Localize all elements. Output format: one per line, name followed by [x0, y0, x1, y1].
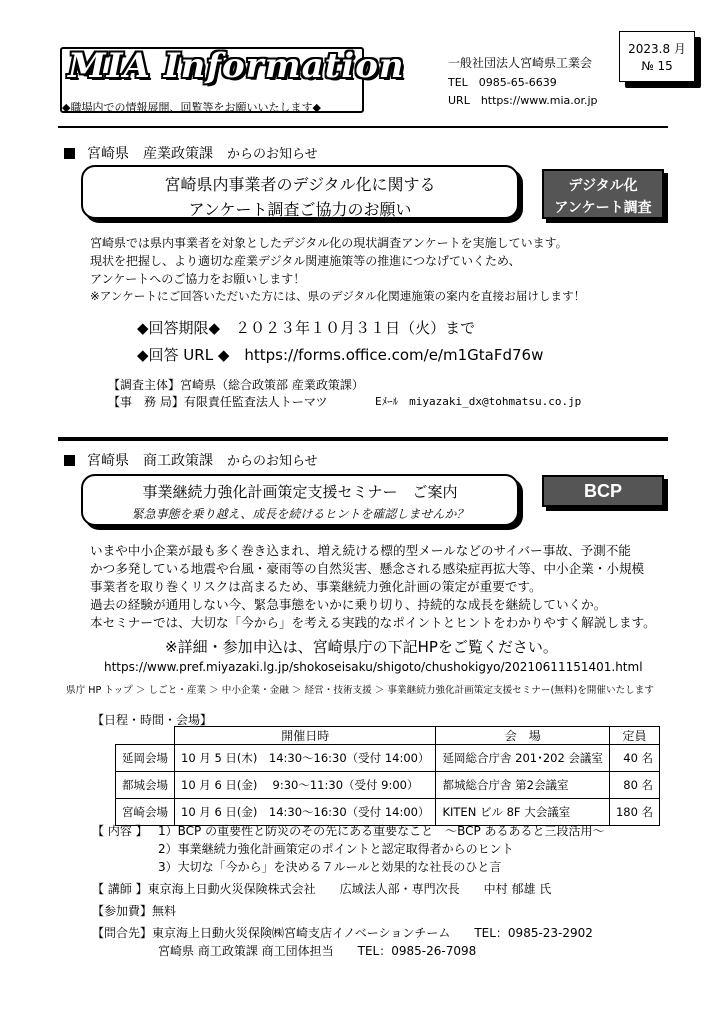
section1-body-line: 現状を把握し、より適切な産業デジタル関連施策等の推進につなげていくため、	[90, 254, 521, 268]
section2-body-line: 過去の経験が通用しない今、緊急事態をいかに乗り切り、持続的な成長を継続していくか。	[90, 597, 607, 612]
content-item: 2）事業継続力強化計画策定のポイントと認定取得者からのヒント	[158, 842, 514, 856]
detail-note: ※詳細・参加申込は、宮崎県庁の下記HPをご覧ください。	[165, 638, 558, 656]
section2-body-line: 事業者を取り巻くリスクは高まるため、事業継続力強化計画の策定が重要です。	[90, 579, 542, 594]
section2-from: からのお知らせ	[227, 454, 318, 469]
header-rule	[58, 126, 668, 128]
venue-datetime: 10 月 5 日(木) 14:30〜16:30（受付 14:00）	[175, 745, 436, 772]
venue-place: KITEN ビル 8F 大会議室	[436, 799, 609, 826]
website-breadcrumb: 県庁 HP トップ ＞ しごと・産業 ＞ 中小企業・金融 ＞ 経営・技術支援 ＞ 事業継続力強化計画策定支援セミナー(無料)を開催いたします	[66, 685, 654, 696]
organization-name: 一般社団法人宮崎県工業会	[448, 56, 593, 70]
section2-body-line: いまや中小企業が最も多く巻き込まれ、増え続ける標的型メールなどのサイバー事故、予測不能	[90, 543, 631, 558]
table-row	[116, 745, 660, 772]
section1-title-line2: アンケート調査ご協力のお願い	[188, 200, 412, 219]
section1-dept: 宮崎県 産業政策課	[87, 146, 213, 162]
digital-survey-tag	[542, 169, 664, 219]
table-row	[116, 772, 660, 799]
venue-capacity: 40 名	[609, 745, 659, 772]
section1-body-line: ※アンケートにご回答いただいた方には、県のデジタル化関連施策の案内を直接お届けします！	[90, 289, 586, 303]
venue-datetime: 10 月 6 日(金) 9:30〜11:30（受付 9:00）	[175, 772, 436, 799]
answer-url[interactable]: ◆回答 URL ◆ https://forms.office.com/e/m1GtaFd76w	[137, 346, 544, 364]
venue-place: 都城総合庁舎 第2会議室	[436, 772, 609, 799]
section1-body-line: 宮崎県では県内事業者を対象としたデジタル化の現状調査アンケートを実施しています。	[90, 236, 568, 250]
venue-place: 延岡総合庁舎 201･202 会議室	[436, 745, 609, 772]
venue-capacity: 180 名	[609, 799, 659, 826]
content-item: 3）大切な「今から」を決める７ルールと効果的な社長のひと言	[158, 860, 502, 874]
section2-subtitle: 緊急事態を乗り越え、成長を続けるヒントを確認しませんか？	[131, 507, 469, 521]
section1-from: からのお知らせ	[227, 147, 318, 162]
section2-title-box	[81, 474, 519, 526]
venue-datetime: 10 月 6 日(金) 14:30〜16:30（受付 14:00）	[175, 799, 436, 826]
table-header-cell: 定員	[609, 727, 659, 745]
schedule-label: 【日程・時間・会場】	[92, 713, 213, 727]
tag-line1: デジタル化	[568, 178, 638, 194]
square-bullet-icon	[64, 455, 75, 466]
section1-title-line1: 宮崎県内事業者のデジタル化に関する	[164, 175, 436, 194]
venue-name: 延岡会場	[116, 745, 175, 772]
fee: 【参加費】無料	[92, 904, 177, 918]
masthead-subtitle: ◆職場内での情報展開、回覧等をお願いいたします◆	[62, 101, 321, 114]
section2-title: 事業継続力強化計画策定支援セミナー ご案内	[142, 483, 458, 501]
section1-title-box	[81, 165, 519, 219]
venue-name: 宮崎会場	[116, 799, 175, 826]
venue-name: 都城会場	[116, 772, 175, 799]
issue-box	[619, 31, 695, 82]
detail-url[interactable]: https://www.pref.miyazaki.lg.jp/shokoseisaku/shigoto/chushokigyo/20210611151401.html	[104, 660, 643, 674]
table-header-cell: 会 場	[436, 727, 609, 745]
section1-body-line: アンケートへのご協力をお願いします！	[90, 272, 306, 286]
contact-secondary: 宮崎県 商工政策課 商工団体担当 TEL：0985-26-7098	[158, 944, 477, 958]
content-label: 【 内容 】	[92, 824, 148, 838]
bcp-tag: BCP	[542, 475, 664, 507]
section1-heading	[64, 143, 318, 163]
schedule-table	[115, 726, 660, 826]
masthead-title: MIA Information	[68, 46, 405, 86]
survey-organizer: 【調査主体】宮崎県（総合政策部 産業政策課）	[108, 378, 364, 392]
section2-heading	[64, 450, 318, 470]
organization-url[interactable]: URL https://www.mia.or.jp	[448, 94, 598, 107]
issue-date: 2023.8 月	[628, 42, 686, 56]
section2-body-line: かつ多発している地震や台風・豪雨等の自然災害、懸念される感染症再拡大等、中小企業・小規模	[90, 561, 645, 576]
table-header-row	[116, 727, 660, 745]
lecturer: 【 講師 】東京海上日動火災保険株式会社 広域法人部・専門次長 中村 郁雄 氏	[92, 882, 552, 896]
square-bullet-icon	[64, 148, 75, 159]
issue-number: № 15	[641, 59, 673, 73]
section2-dept: 宮崎県 商工政策課	[87, 453, 213, 469]
section2-body-line: 本セミナーでは、大切な「今から」を考える実践的なポイントとヒントをわかりやすく解説します。	[90, 615, 656, 630]
section-divider	[58, 437, 668, 441]
table-header-cell: 開催日時	[175, 727, 436, 745]
survey-email[interactable]: Eﾒｰﾙ miyazaki_dx@tohmatsu.co.jp	[375, 395, 582, 408]
organization-tel: TEL 0985-65-6639	[448, 76, 557, 89]
table-header-cell	[116, 727, 175, 745]
contact-primary: 【問合先】東京海上日動火災保険㈱宮崎支店イノベーションチーム TEL：0985-23-2902	[92, 926, 593, 940]
survey-office: 【事 務 局】有限責任監査法人トーマツ	[108, 395, 328, 409]
content-item: 1）BCP の重要性と防災のその先にある重要なこと ～BCP あるあると三段活用～	[158, 824, 605, 838]
venue-capacity: 80 名	[609, 772, 659, 799]
answer-deadline: ◆回答期限◆ ２０２３年１０月３１日（火）まで	[137, 319, 476, 337]
tag-line2: アンケート調査	[554, 200, 652, 216]
